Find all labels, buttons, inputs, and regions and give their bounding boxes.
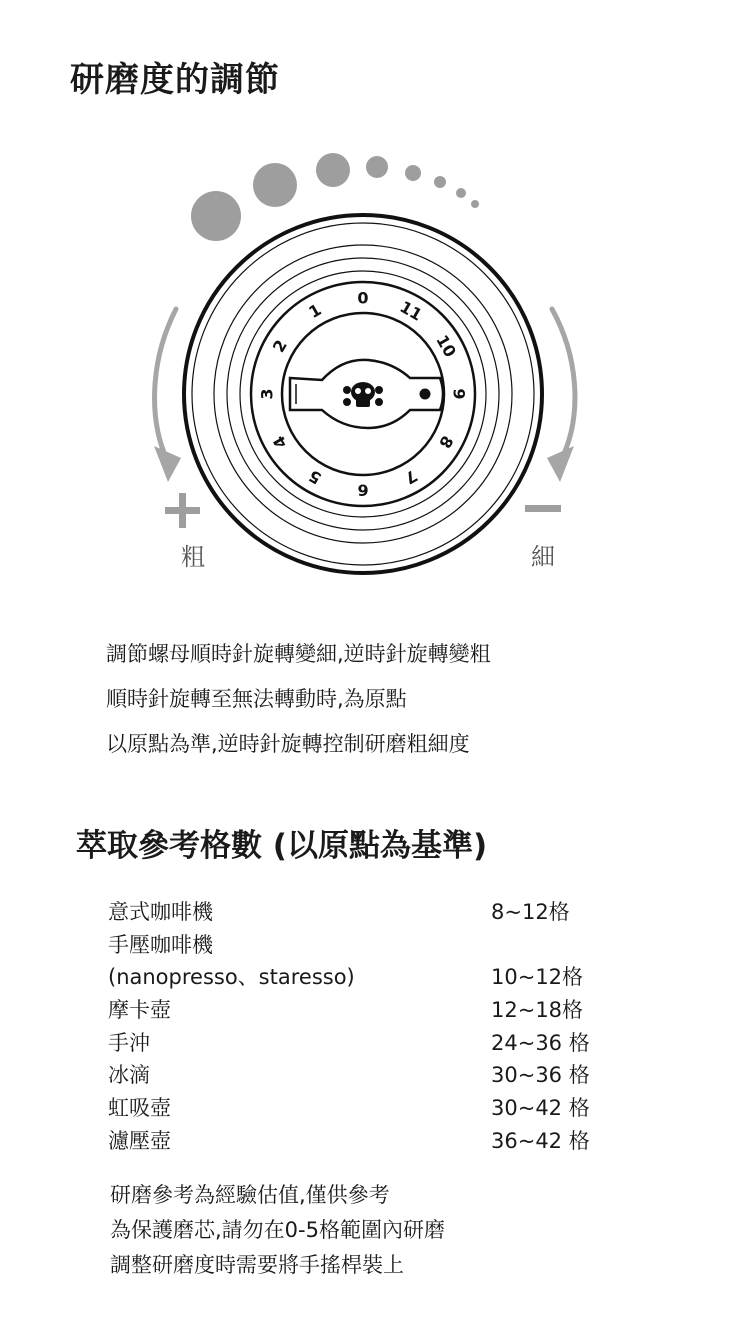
table-row <box>108 896 608 929</box>
coarse-direction-arrow-icon <box>154 309 181 482</box>
grind-setting: 30~42 格 <box>491 1096 590 1121</box>
grind-setting: 12~18格 <box>491 998 584 1023</box>
brew-method: 手壓咖啡機 <box>108 932 213 957</box>
dial-number: 3 <box>257 388 277 400</box>
fine-direction-arrow-icon <box>547 309 575 482</box>
table-row <box>108 929 608 962</box>
grind-setting: 30~36 格 <box>491 1063 590 1088</box>
reference-heading: 萃取參考格數 (以原點為基準) <box>76 828 488 864</box>
grind-setting: 24~36 格 <box>491 1030 590 1055</box>
grind-dial-illustration <box>0 140 750 600</box>
grind-size-dot <box>456 188 466 198</box>
description-line: 順時針旋轉至無法轉動時,為原點 <box>106 687 407 711</box>
note-line: 研磨參考為經驗估值,僅供參考 <box>110 1183 390 1207</box>
table-row <box>108 1092 608 1125</box>
dial-number: 0 <box>357 288 369 308</box>
knob-indicator-dot <box>420 389 431 400</box>
note-line: 調整研磨度時需要將手搖桿裝上 <box>110 1253 404 1277</box>
description-line: 以原點為準,逆時針旋轉控制研磨粗細度 <box>106 732 470 756</box>
dial-number: 7 <box>401 466 421 489</box>
table-row <box>108 1059 608 1092</box>
dial-number: 1 <box>305 299 325 322</box>
dial-number: 10 <box>432 331 460 361</box>
grind-setting: 10~12格 <box>491 965 584 990</box>
usage-notes <box>110 1178 710 1283</box>
grind-reference-table <box>108 896 608 1158</box>
grind-size-dot <box>471 200 479 208</box>
brew-method: 意式咖啡機 <box>108 900 213 924</box>
dial-number: 6 <box>357 480 369 500</box>
dial-number: 9 <box>449 388 469 400</box>
coarse-label: 粗 <box>181 543 205 571</box>
fine-label: 細 <box>531 543 555 571</box>
grind-size-dot <box>316 153 350 187</box>
dial-number: 2 <box>268 336 291 356</box>
dial-number: 8 <box>435 432 458 452</box>
brew-method: (nanopresso、staresso) <box>108 965 355 990</box>
adjustment-description <box>106 636 706 771</box>
table-row <box>108 1125 608 1158</box>
table-row <box>108 961 608 994</box>
table-row <box>108 1027 608 1060</box>
brew-method: 冰滴 <box>108 1063 150 1088</box>
brew-method: 虹吸壺 <box>108 1096 171 1121</box>
table-row <box>108 994 608 1027</box>
grind-setting: 8~12格 <box>491 900 570 924</box>
grind-size-dot <box>434 176 446 188</box>
fine-minus-icon <box>525 505 561 512</box>
note-line: 為保護磨芯,請勿在0-5格範圍內研磨 <box>110 1218 445 1242</box>
grind-setting: 36~42 格 <box>491 1128 590 1153</box>
dial-number: 5 <box>305 466 325 489</box>
grind-size-dot <box>253 163 297 207</box>
brew-method: 濾壓壺 <box>108 1128 171 1153</box>
dial-number: 11 <box>396 297 426 325</box>
adjustment-knob <box>290 360 443 428</box>
coarse-plus-icon <box>165 493 200 528</box>
description-line: 調節螺母順時針旋轉變細,逆時針旋轉變粗 <box>106 642 491 666</box>
grind-size-dot <box>366 156 388 178</box>
grind-size-dot <box>405 165 421 181</box>
page-title: 研磨度的調節 <box>70 60 280 100</box>
grind-size-dot <box>191 191 241 241</box>
brew-method: 手沖 <box>108 1030 150 1055</box>
dial-number: 4 <box>268 432 291 452</box>
brew-method: 摩卡壺 <box>108 998 171 1023</box>
